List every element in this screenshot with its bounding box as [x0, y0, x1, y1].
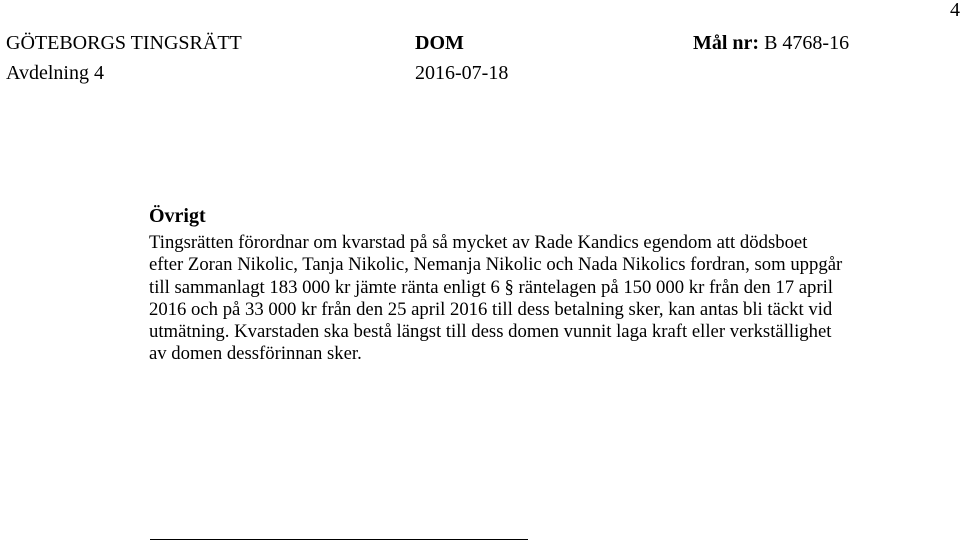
signature-line — [150, 539, 528, 540]
page-number: 4 — [950, 0, 960, 21]
body-line: av domen dessförinnan sker. — [149, 343, 362, 365]
case-number-label: Mål nr: — [693, 32, 760, 54]
case-number: B 4768-16 — [764, 32, 850, 54]
document-type: DOM — [415, 32, 464, 54]
body-line: efter Zoran Nikolic, Tanja Nikolic, Nemanja Nikolic och Nada Nikolics fordran, som uppgår — [149, 254, 843, 276]
body-line: utmätning. Kvarstaden ska bestå längst till dess domen vunnit laga kraft eller verkställighet — [149, 321, 832, 343]
case-number-block — [693, 31, 849, 55]
court-name: GÖTEBORGS TINGSRÄTT — [6, 32, 242, 54]
document-date: 2016-07-18 — [415, 62, 509, 84]
body-paragraph — [149, 232, 960, 366]
body-line: till sammanlagt 183 000 kr jämte ränta enligt 6 § räntelagen på 150 000 kr från den 17 april — [149, 276, 833, 298]
section-heading: Övrigt — [149, 205, 206, 227]
division: Avdelning 4 — [6, 62, 104, 84]
body-line: 2016 och på 33 000 kr från den 25 april 2016 till dess betalning sker, kan antas bli täckt vid — [149, 298, 833, 320]
body-line: Tingsrätten förordnar om kvarstad på så mycket av Rade Kandics egendom att dödsboet — [149, 232, 808, 253]
